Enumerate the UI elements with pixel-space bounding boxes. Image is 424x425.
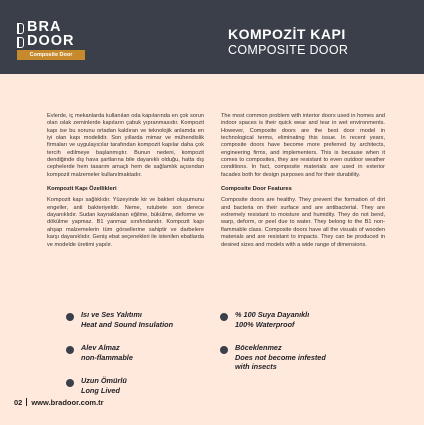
feature-item xyxy=(66,343,246,362)
feature-title-en: Long Lived xyxy=(81,385,120,395)
bullet-dot-icon xyxy=(66,379,74,387)
feature-item xyxy=(220,343,400,372)
logo-line2: DOOR xyxy=(27,33,75,49)
feature-item xyxy=(66,376,246,395)
feature-title-tr: Alev Almaz xyxy=(81,343,120,352)
bradoor-logo xyxy=(17,18,85,62)
logo-tagline: Composite Door xyxy=(17,50,85,60)
feature-item xyxy=(220,310,400,329)
footer-divider xyxy=(26,398,27,406)
turkish-intro-paragraph: Evlerde, iç mekanlarda kullanılan oda kapılarında en çok sorun olan ıslak zeminlerde kapıların çabuk yıpranmasıdır. Kompozit kapı ise bu sorunu ortadan kaldıran ve teknolojik anlamda en iyi olan kapı modelidir. Son yıllarda mimar ve mühendislik firmaları ve uygulayıcılar tarafından kompozit kapılar daha çok tercih edilmeye başlanmıştır. Bunun nedeni, kompozit dendiğinde dış hava şartlarına bile dayanıklı olduğu, hatta dış cephelerde hem tasarım amaçlı hem de sağlamlık açısından kompozit malzemeler kullanılmaktadır. xyxy=(47,113,204,178)
logo-line1: BRA xyxy=(27,19,62,35)
feature-title-tr: % 100 Suya Dayanıklı xyxy=(235,310,310,319)
page-header xyxy=(0,0,424,74)
bullet-dot-icon xyxy=(66,313,74,321)
feature-title-tr: Böceklenmez xyxy=(235,343,282,352)
feature-list-right xyxy=(220,310,400,386)
feature-title-en: Does not become infested xyxy=(235,352,326,362)
english-features-paragraph: Composite doors are healthy. They prevent the formation of dirt and bacteria on their surface and are antibacterial. They are extremely resistant to moisture and humidity. They do not bend, warp, deform, or peel due to water. They belong to the B1 non-flammable class. Composite doors have all the visuals of wooden materials and are resistant to impacts. They can be produced in desired sizes and models with a wide range of dimensions. xyxy=(221,197,385,248)
page-title: KOMPOZİT KAPI xyxy=(228,26,346,42)
feature-title-en: 100% Waterproof xyxy=(235,319,295,329)
bullet-dot-icon xyxy=(66,346,74,354)
turkish-features-heading: Kompozit Kapı Özellikleri xyxy=(47,186,117,193)
turkish-features-paragraph: Kompozit kapı sağlıklıdır. Yüzeyinde kir ve bakteri oluşumunu engeller, anti bakteriyeldir. Neme, rutubete son derece dayanıklıdır. Sudan kaynaklanan eğilme, bükülme, deforme ve dökülme yapmaz. B1 yanmaz sınıfındandır. Kompozit kapı ahşap malzemelerin tüm görsellerine sahiptir ve darbelere karşı dayanıklıdır. Geniş ebat seçenekleri ile istenilen ebatlarda ve modelde üretimi yapılır. xyxy=(47,197,204,248)
feature-title-en: non-flammable xyxy=(81,352,133,362)
logo-b-mark-icon xyxy=(17,23,24,49)
page-subtitle: COMPOSITE DOOR xyxy=(228,43,349,57)
turkish-column xyxy=(47,113,204,256)
feature-item xyxy=(66,310,246,329)
english-column xyxy=(221,113,385,256)
website-link[interactable]: www.bradoor.com.tr xyxy=(31,398,104,407)
page-number: 02 xyxy=(14,398,23,407)
feature-title-tr: Uzun Ömürlü xyxy=(81,376,127,385)
bullet-dot-icon xyxy=(220,313,228,321)
feature-title-en: Heat and Sound Insulation xyxy=(81,319,174,329)
feature-title-en-line2: with insects xyxy=(235,362,277,371)
content-area xyxy=(0,74,424,425)
feature-title-tr: Isı ve Ses Yalıtımı xyxy=(81,310,142,319)
page-footer xyxy=(14,398,104,407)
feature-list-left xyxy=(66,310,246,409)
bullet-dot-icon xyxy=(220,346,228,354)
logo-wordmark xyxy=(27,20,75,48)
english-intro-paragraph: The most common problem with interior doors used in homes and indoor spaces is their quick wear and tear in wet environments. However, Composite doors are the best door model in technological terms, eliminating this issue. In recent years, composite doors have become more preferred by architects, engineering firms, and implementers. This is because when it comes to composites, they are resistant to even outdoor weather conditions. In fact, composite materials are used in exterior facades both for design purposes and for their durability. xyxy=(221,113,385,178)
english-features-heading: Composite Door Features xyxy=(221,186,292,193)
